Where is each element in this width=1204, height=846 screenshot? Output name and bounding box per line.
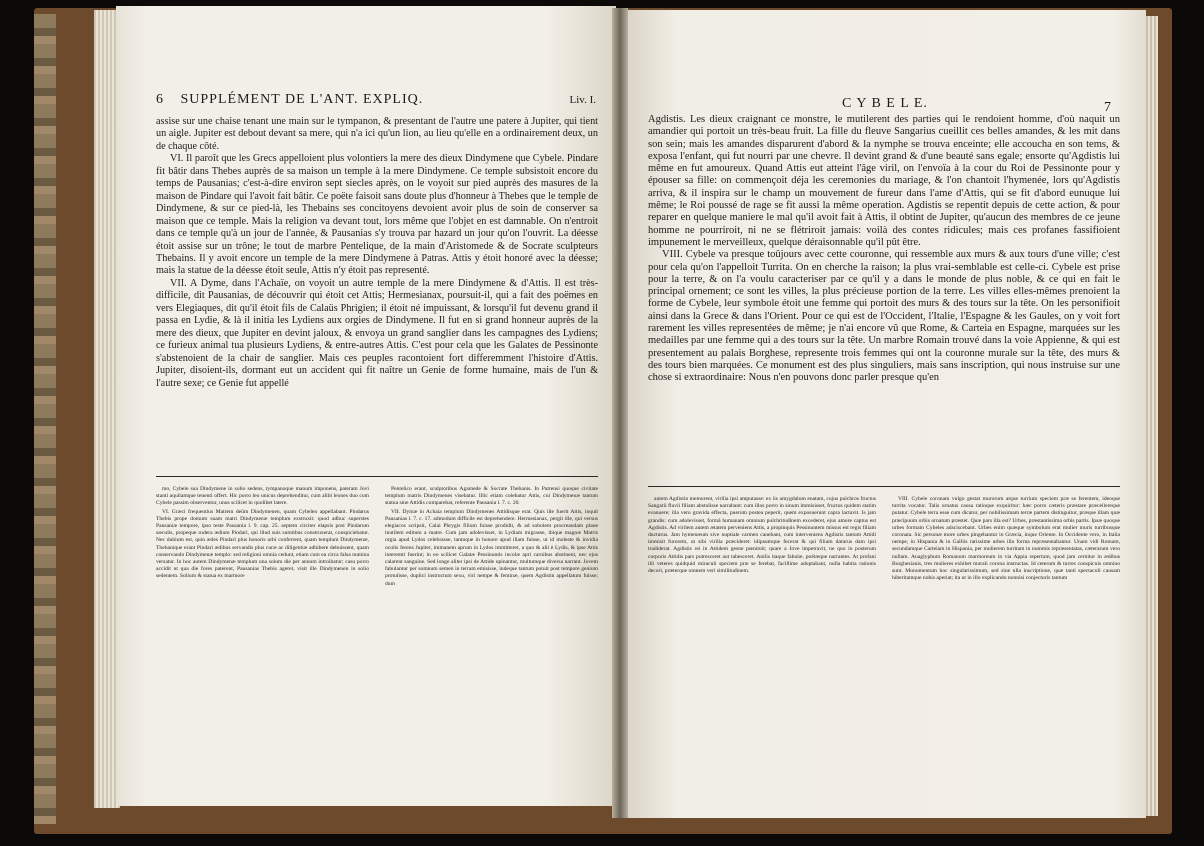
left-footnote: VII. Dymæ in Achaia templum Dindymenes Attidisque erat. Quis ille fuerit Attis, inquit Pausanias l. 7. c. 17. admodum difficile est deprehendere. Hermesianax, pergit ille, qui versus elegiacos scripsit, Calai Phrygis filium fuisse prodidit, & ad sobolem procreandam plane inutilem editum a matre. Cum jam adolevisset, in Lydiam migrasse, ibique magnæ Matris orgia apud Lydos celebrasse, tantoque in honore apud illam fuisse, ut id moleste & invidia oculis ferens Jupiter, immanem aprum in Lydos immitteret, a quo & alii è Lydis, & ipse Attis interemti fuerint; in eo scilicet Galatæ Pessinuntis incolæ apri carnibus abstinent, nec ejus calarent sanguine. Sed longe aliter ipsi de Attide opinantur, multumque diversa narrant. Jovem fabulantur per somnum semen in terram emisisse, indeque tantum potuit post tempore genium protulisse, duplici instructum sexu, viri nempe & feminæ, quem Agdistin appellatum fuisse; dum [385, 508, 598, 587]
right-running-title: C Y B E L E. [842, 96, 928, 111]
left-page [116, 6, 616, 806]
left-footnotes [156, 486, 598, 786]
left-page-header [156, 92, 596, 108]
left-footnote: VI. Græci frequentius Matrem deûm Dindymenen, quam Cybelen appellabant. Pindarus Thebis prope domum suam matri Dindymenæ templum exstruxit: quod adhuc superstes Pausaniæ tempore, ipso teste Pausania l. 9. cap. 25. septem circiter elapsis post Pindarum sæculis, propeque rudera ædium Pindari, qui illud suis sumtibus construxerat, conspiciebatur. Nec dubium est, quin ædes Pindari plus honoris urbi conferrent, quam templum Dindymenæ, Thebanique erant Pindari ædibus servandis plus curæ ac diligentiæ adhibere debuissent, quam conservando Dindymenæ templo: sed religioni omnia cedunt, etiam cum ea circa falsa numina versatur. In hoc autem Dindymenæ templum una solum die per annum introibatur; casu porro accidit ut qua die fores paterent, Pausanias Thebis ageret, visit ille Dindymenen in solio sedentem. Solium & statua ex marmore [156, 508, 369, 580]
right-page [624, 10, 1146, 818]
left-book-ref: Liv. I. [569, 94, 596, 106]
left-main-text [156, 116, 598, 390]
right-footnote: autem Agdistin memorent, virilia ipsi amputasse: ex iis amygdalum enatam, cujus pulchros fructus Sangarii fluvii filiam abstulisse narrabant: cum illos porro in sinum immisisset, fructus quidem statim evanuere; illa vero gravida effecta, puerum postea peperit, quem exposuerunt capra lactavit. Is jam grandis: cum adolevisset, formâ humanam omnium pulchritudinem excederet, ejus amore captus est Agdistis. Ad virilem autem ætatem perveniens Attis, a propinquis Pessinuntem missus est regis filiam ducturus. Jam hymenæum sive nuptiale carmen canebant, cum interveniens Agdistis tantum Attidi immisit furorem, ut sibi virilia præcideret: idipsumque fecerat & qui filiam daturus dam ipsi tradiderat. Agdistis rei in Attidem gestæ pœnituit; quare a Jove impetravit, ne quo in posterum corporis Attidis pars putresceret aut tabesceret. Anilis itaque fabulæ, poëtæque narrantes. At profani illi veteres quidquid miraculi speciem præ se ferebat, facillime adoptabant, nulla habita rationis decori, præterque omnem veri similitudinem. [648, 496, 876, 575]
right-paragraph: VIII. Cybele va presque toûjours avec cette couronne, qui ressemble aux murs & aux tours d'une ville; c'est pour cela qu'on l'appelloit Turrita. On en cherche la raison; la plus vrai-semblable est celle-ci. Cybele est prise pour la terre, & on l'a voulu caracteriser par ce qu'il y a dans le monde de plus noble, & ce qui en fait le principal ornement; ce sont les villes, la plus précieuse portion de la terre. Les villes elles-mêmes prenoient la forme de Cybele, leur symbole étoit une femme qui portoit des murs & des tours sur la tête. On les personifioit ainsi dans la Grece & dans l'Orient. Pour ce qui est de l'Occident, l'Italie, l'Espagne & les Gaules, on y voit fort rarement les villes representées de même; je n'ai encore vû que Rome, & Carteia en Espagne, marquées sur les medailles par une femme qui a des tours sur la tête. Un marbre Romain trouvé dans la voie Appienne, & qui est presentement au palais Borghese, represente trois femmes qui ont la couronne murale sur la tête, des murs & des tours bien marquées. Ce monument est des plus singuliers, mais sans inscription, qui nous instruise sur une chose si extraordinaire: Nous n'en pouvons donc parler presque qu'en [648, 249, 1120, 384]
left-page-number: 6 [156, 92, 164, 107]
right-footnote-divider [648, 486, 1120, 487]
right-footnote: VIII. Cybele coronam vulgo gestat murorum atque turrium speciem præ se ferentem, ideoque turrita vocatur. Talis ornatus causa ratioque exquiritur: hæc porro cæteris præstare præcellereque putatur. Cybele terra esse cum dicatur, per nobilissimam terræ partem distinguitur, præque illam quæ præcipuum orbis ornatum præstet. Quæ pars illa est? Urbes, præstantissima orbis partis. Ipsæ quoque urbes formam Cybeles adsciscebant. Urbes enim quæque symbolum erat mulier muris turribusque coronata. Sic personæ more urbes pingebantur in Græcia, inque Oriente. In Occidente vero, in Italia nempe, in Hispania & in Galliis rarissime urbes illa forma repræsentabantur. Unam vidi Romam, secundamque Carteiam in Hispania, per mulierem turritam in nummis repræsentatas, cæterarum vero nullam. Anaglyphum Romanum marmoreum in via Appia repertum, quod jam cernitur in ædibus Burghesianis, tres mulieres exhibet murali corona instructas. Id ceterum & turres conspicuis omnino sunt. Monumentum hoc singularissimum, sed sine ulla inscriptione, quæ tanti spectaculi causam hiberitamque nobis aperiat; ita ut in illo explicando nonnisi conjecturis tantum [892, 496, 1120, 582]
left-paragraph: VII. A Dyme, dans l'Achaïe, on voyoit un autre temple de la mere Dindymene & d'Attis. Il est très-difficile, dit Pausanias, de découvrir qui étoit cet Attis; Hermesianax, poursuit-il, qui a fait des poëmes en vers Elegiaques, dit qu'il étoit fils de Calaüs Phrigien; il étoit né impuissant, & lorsqu'il fut devenu grand il passa en Lydie, & là il initia les Lydiens aux orgies de Dindymene. Il fut en si grand honneur auprès de la mere des dieux, que Jupiter en devint jaloux, & envoya un grand sanglier dans les campagnes des Lydiens; ce furieux animal tua plusieurs Lydiens, & entre-autres Attis. C'est pour cela que les Galates de Pessinonte s'abstenoient de la chair de sanglier. Mais ces peuples racontoient fort differemment l'histoire d'Attis. Jupiter, disoient-ils, dormant eut un accident qui fit naître un Genie de forme humaine, mais de l'un & l'autre sexe; ce Genie fut appellé [156, 277, 598, 389]
right-paragraph: Agdistis. Les dieux craignant ce monstre, le mutilerent des parties qui le rendoient homme, d'où naquit un amandier qui portoit un très-beau fruit. La fille du fleuve Sangarius cueillit ces belles amandes, & les mit dans son sein; mais les amandes disparurent d'abord & la nymphe se trouva enceinte; elle accoucha en son tems, & exposa l'enfant, qui fut nourri par une chevre. Il devint grand & d'une beauté sans egale; ensorte qu'Agdistis lui même en fut amoureux. Quand Attis eut atteint l'âge viril, on l'envoïa à la cour du Roi de Pessinonte pour y épouser sa fille: on commençoit déja les ceremonies du mariage, & l'on chantoit l'hymenée, lors qu'Agdistis arriva, & il inspira sur le champ un mouvement de fureur dans l'ame d'Attis, qui se fit d'abord eunuque lui même; le Roi poussé de rage se fit aussi la même operation. Agdistis se repentit depuis de cette action, & pour reparer en quelque maniere le mal qu'il avoit fait à Attis, il obtint de Jupiter, qu'aucun des membres de ce jeune homme ne pourriroit, ni ne se flétriroit jamais: voilà des contes ridicules; mais ces profanes fassifioient impunement le merveilleux, quelque déraisonnable qu'il pût être. [648, 114, 1120, 248]
book-spine-edge [34, 14, 56, 824]
left-paragraph: assise sur une chaise tenant une main sur le tympanon, & presentant de l'autre une patere à Jupiter, qui tient un aigle. Jupiter est debout devant sa mere, qui n'a ici qu'un lion, au lieu qu'elle en a ordinairement deux, un de chaque côté. [156, 116, 598, 152]
right-main-text [648, 114, 1120, 385]
left-footnote: mo, Cybele sua Dindymene in solio sedens, tympanoque manum imponens, pateram Jovi stanti aquilamque tenenti offert. Hic porro leo unicus deprehenditur, cum alibi leones duo cum Cybele passim observentur, unus scilicet in quolibet latere. [156, 486, 369, 507]
right-footnotes [648, 496, 1120, 796]
book-gutter [612, 8, 628, 818]
left-paragraph: VI. Il paroît que les Grecs appelloient plus volontiers la mere des dieux Dindymene que Cybele. Pindare fit bâtir dans Thebes auprès de sa maison un temple à la mere Dindymene. Ce temple subsistoit encore du temps de Pausanias; c'est-à-dire environ sept siecles après, on le voyoit sur pied auprès des masures de la maison de Pindare qui l'avoit fait bâtir. Ce poëte faisoit sans doute plus d'honneur à Thebes que le temple de Dindymene, & sur ce pied-là, les Thebains ses concitoyens devoient avoir plus de soin de conserver sa maison que ce temple. Mais la religion va devant tout, lors même que l'objet en est damnable. On n'entroit dans ce temple qu'à un jour de l'année, & Pausanias s'y trouva par hazard un jour qu'on l'ouvrit. La déesse étoit assise sur un trône; le tout de marbre Pentelique, de la main d'Aristomede & de Socrate sculpteurs Thebains. Il y avoit encore un temple de la mere Dindymene à Patras. Attis y étoit honoré avec la déesse; mais la statue de la déesse étoit seule, Attis n'y étoit pas representé. [156, 153, 598, 277]
left-footnote-divider [156, 476, 598, 477]
left-running-title: SUPPLÉMENT DE L'ANT. EXPLIQ. [180, 92, 424, 107]
right-page-number: 7 [1104, 100, 1112, 115]
left-footnote: Pentelico erant, sculptoribus Agamede & Socrate Thebanis. In Patrensi quoque civitate templum matris Dindymenes visebatur. Illic etiam colebatur Attis, cui Dindymenæ tantum statua sine Attidis comparebat, referente Pausania l. 7. c. 20. [385, 486, 598, 507]
right-page-header [650, 96, 1120, 115]
